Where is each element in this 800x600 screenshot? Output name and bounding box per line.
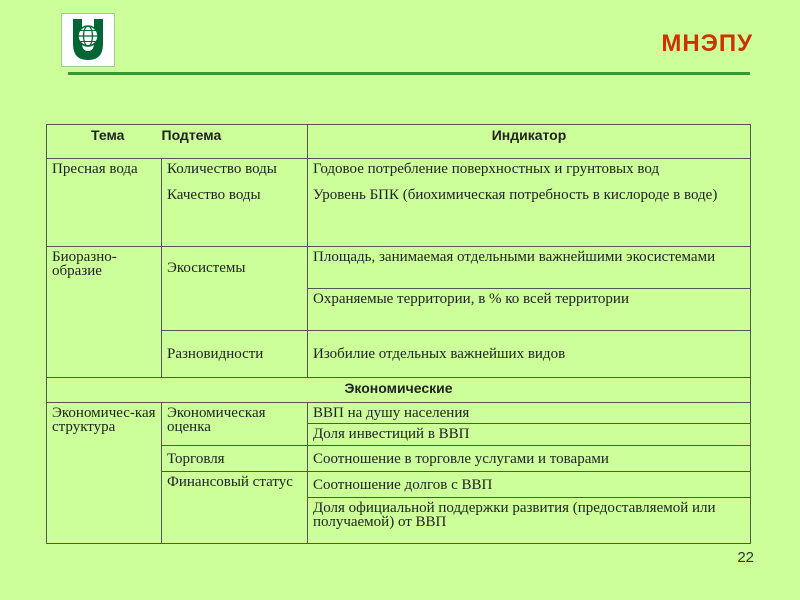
subtheme-cell: Экономическая оценка [162, 403, 308, 446]
subtheme-quantity: Количество воды [167, 161, 277, 177]
subtheme-cell [162, 159, 308, 247]
header-theme: Тема [47, 125, 162, 159]
theme-cell: Экономичес-кая структура [47, 403, 162, 544]
section-title: Экономические [47, 378, 751, 403]
indicator-cell: Площадь, занимаемая отдельными важнейшими экосистемами [308, 247, 751, 289]
indicator-water-consumption: Годовое потребление поверхностных и грунтовых вод [313, 161, 660, 177]
section-row [47, 378, 751, 403]
indicator-cell: Доля инвестиций в ВВП [308, 424, 751, 446]
subtheme-cell: Разновидности [162, 331, 308, 378]
subtheme-quality: Качество воды [167, 187, 261, 203]
header-subtheme: Подтема [162, 125, 308, 159]
header-divider [68, 72, 750, 75]
table-row [47, 159, 751, 247]
table-header-row [47, 125, 751, 159]
indicator-bod-level: Уровень БПК (биохимическая потребность в кислороде в воде) [313, 187, 718, 203]
indicator-cell: Охраняемые территории, в % ко всей территории [308, 289, 751, 331]
indicator-cell: Соотношение в торговле услугами и товарами [308, 446, 751, 472]
indicator-cell: ВВП на душу населения [308, 403, 751, 424]
subtheme-cell: Финансовый статус [162, 472, 308, 544]
indicator-cell: Изобилие отдельных важнейших видов [308, 331, 751, 378]
table-row [47, 247, 751, 289]
table-row [47, 403, 751, 424]
subtheme-cell: Торговля [162, 446, 308, 472]
theme-cell: Биоразно-образие [47, 247, 162, 378]
header-indicator: Индикатор [308, 125, 751, 159]
indicator-cell: Соотношение долгов с ВВП [308, 472, 751, 498]
indicator-cell: Доля официальной поддержки развития (предоставляемой или получаемой) от ВВП [308, 498, 751, 544]
subtheme-cell: Экосистемы [162, 247, 308, 331]
indicators-table [46, 124, 751, 544]
brand-title: МНЭПУ [661, 30, 753, 57]
indicator-cell [308, 159, 751, 247]
theme-cell: Пресная вода [47, 159, 162, 247]
page-number: 22 [737, 549, 754, 566]
university-logo [61, 13, 115, 67]
university-u-globe-icon [62, 14, 114, 66]
